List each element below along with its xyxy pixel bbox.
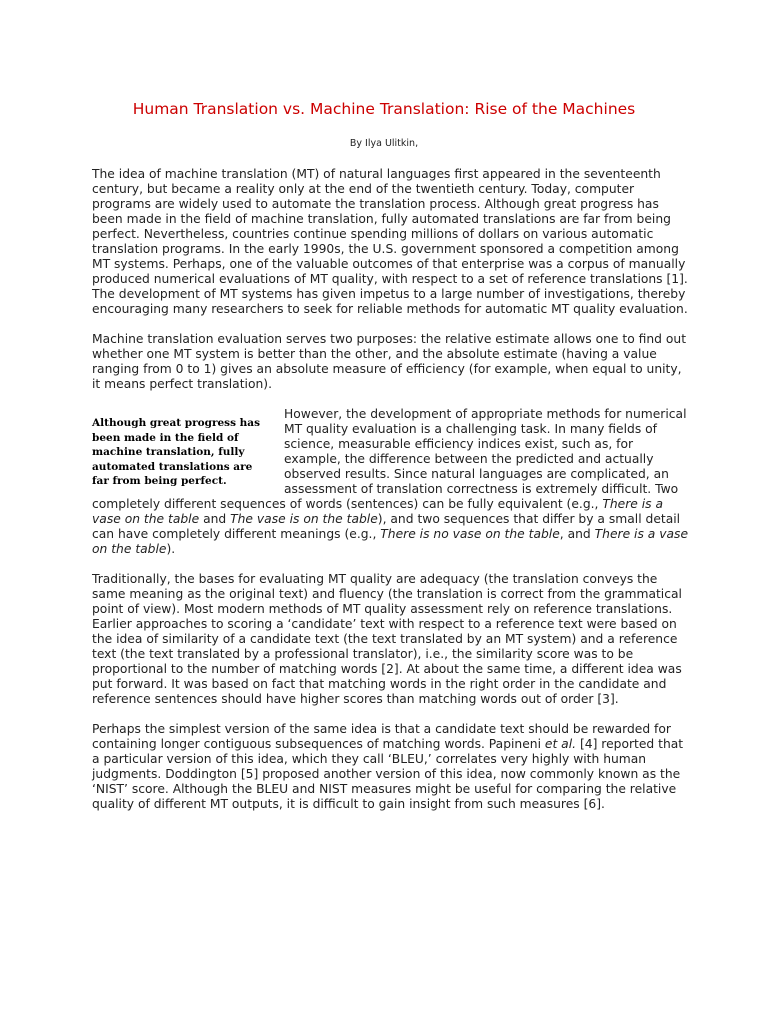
article-body [92,167,692,827]
paragraph-3-text-b: and [199,512,231,526]
example-sentence-2: The vase is on the table [230,512,378,526]
article-byline: By Ilya Ulitkin, [349,138,419,149]
example-sentence-3: There is no vase on the table [380,527,560,541]
paragraph-3-text-c: ), and two sequences that differ by a small detail can have completely different meanings (e.g., [92,512,681,541]
paragraph-3-text-e: ). [166,542,176,556]
paragraph-5 [92,722,692,812]
paragraph-3-text-d: , and [559,527,595,541]
paragraph-5-text-b: [4] reported that a particular version of this idea, which they call ‘BLEU,’ correlates very highly with human judgments. Doddington [5] proposed another version of this idea, now commonly known as the ‘NIST’ score. Although the BLEU and NIST measures might be useful for comparing the relative quality of different MT outputs, it is difficult to gain insight from such measures [6]. [92,737,684,811]
paragraph-4: Traditionally, the bases for evaluating MT quality are adequacy (the translation conveys the same meaning as the original text) and fluency (the translation is correct from the grammatical point of view). Most modern methods of MT quality assessment rely on reference translations. Earlier approaches to scoring a ‘candidate’ text with respect to a reference text were based on the idea of similarity of a candidate text (the text translated by an MT system) and a reference text (the text translated by a professional translator), i.e., the similarity score was to be proportional to the number of matching words [2]. At about the same time, a different idea was put forward. It was based on fact that matching words in the right order in the candidate and reference sentences should have higher scores than matching words out of order [3]. [92,572,682,706]
et-al-italic: et al. [544,737,577,751]
paragraph-5-text-a: Perhaps the simplest version of the same idea is that a candidate text should be rewarded for containing longer contiguous subsequences of matching words. Papineni [92,722,671,751]
paragraph-2: Machine translation evaluation serves two purposes: the relative estimate allows one to find out whether one MT system is better than the other, and the absolute estimate (having a value ranging from 0 to 1) gives an absolute measure of efficiency (for example, when equal to unity, it means perfect translation). [92,332,687,391]
pull-quote: Although great progress has been made in the field of machine translation, fully automated translations are far from being perfect. [92,417,261,487]
paragraph-1: The idea of machine translation (MT) of natural languages first appeared in the seventeenth century, but became a reality only at the end of the twentieth century. Today, computer programs are widely used to automate the translation process. Although great progress has been made in the field of machine translation, fully automated translations are far from being perfect. Nevertheless, countries continue spending millions of dollars on various automatic translation programs. In the early 1990s, the U.S. government sponsored a competition among MT systems. Perhaps, one of the valuable outcomes of that enterprise was a corpus of manually produced numerical evaluations of MT quality, with respect to a set of reference translations [1]. The development of MT systems has given impetus to a large number of investigations, thereby encouraging many researchers to seek for reliable methods for automatic MT quality evaluation. [92,167,688,316]
example-sentence-1: There is a vase on the table [92,497,664,526]
article-title: Human Translation vs. Machine Translation: Rise of the Machines [132,100,636,118]
example-sentence-4: There is a vase on the table [92,527,689,556]
paragraph-3-text-a: However, the development of appropriate methods for numerical MT quality evaluation is a challenging task. In many fields of science, measurable efficiency indices exist, such as, for example, the difference between the predicted and actually observed results. Since natural languages are complicated, an assessment of translation correctness is extremely difficult. Two completely different sequences of words (sentences) can be fully equivalent (e.g., [92,407,687,511]
